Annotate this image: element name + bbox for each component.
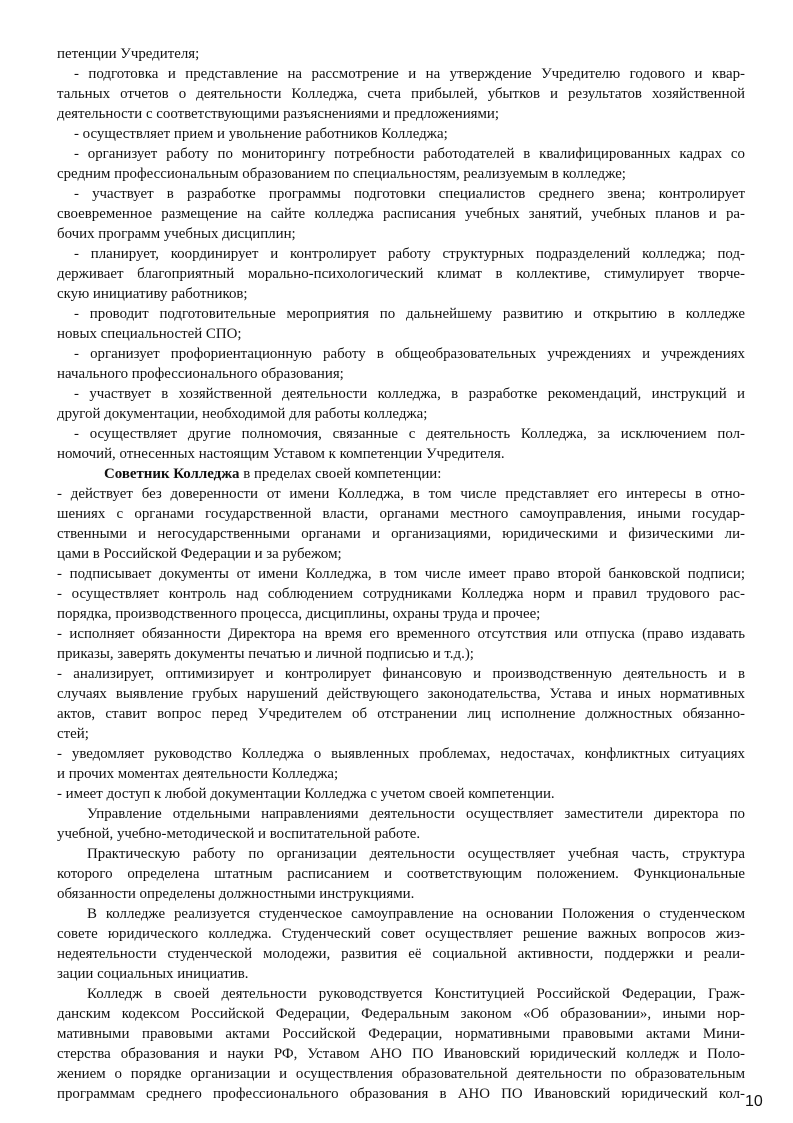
line-text: случаях выявление грубых нарушений действующего законодательства, Устава и иных нормативных xyxy=(57,686,745,702)
text-line xyxy=(57,524,745,544)
line-text: Управление отдельными направлениями деятельности осуществляет заместители директора по xyxy=(87,806,745,822)
line-text: жением о порядке организации и осуществления образовательной деятельности по образовательным xyxy=(57,1066,745,1082)
text-line xyxy=(57,204,745,224)
line-text: - анализирует, оптимизирует и контролирует финансовую и производственную деятельность и в xyxy=(57,666,745,682)
line-text: деятельности с соответствующими разъяснениями и предложениями; xyxy=(57,106,500,122)
text-line xyxy=(57,644,745,664)
text-line xyxy=(57,224,745,244)
line-text: и прочих моментах деятельности Колледжа; xyxy=(57,766,339,782)
line-text: - проводит подготовительные мероприятия по дальнейшему развитию и открытию в колледже xyxy=(74,306,745,322)
text-line xyxy=(57,784,745,804)
text-line xyxy=(57,884,745,904)
line-text: мативными правовыми актами Российской Федерации, нормативными правовыми актами Мини- xyxy=(57,1026,745,1042)
text-line xyxy=(57,1024,745,1044)
line-text: новых специальностей СПО; xyxy=(57,326,242,342)
line-text: скую инициативу работников; xyxy=(57,286,248,302)
bold-term: Советник Колледжа xyxy=(104,466,240,482)
line-text: В колледже реализуется студенческое самоуправление на основании Положения о студенческом xyxy=(87,906,745,922)
text-line xyxy=(57,764,745,784)
document-body xyxy=(57,44,745,1104)
text-line xyxy=(57,44,745,64)
line-text: - планирует, координирует и контролирует работу структурных подразделений колледжа; под- xyxy=(74,246,745,262)
text-line xyxy=(57,984,745,1004)
text-line xyxy=(57,684,745,704)
line-text: стерства образования и науки РФ, Уставом АНО ПО Ивановский юридический колледж и Поло- xyxy=(57,1046,745,1062)
line-text: - имеет доступ к любой документации Колледжа с учетом своей компетенции. xyxy=(57,786,555,802)
text-line xyxy=(57,84,745,104)
line-text: - действует без доверенности от имени Колледжа, в том числе представляет его интересы в отно- xyxy=(57,486,745,502)
text-line xyxy=(57,484,745,504)
line-text: которого определена штатным расписанием и соответствующим положением. Функциональные xyxy=(57,866,745,882)
line-text: тальных отчетов о деятельности Колледжа, счета прибылей, убытков и результатов хозяйственной xyxy=(57,86,745,102)
text-line xyxy=(57,164,745,184)
text-line xyxy=(57,964,745,984)
text-line xyxy=(57,444,745,464)
line-text: своевременное размещение на сайте колледжа расписания учебных занятий, учебных планов и ра- xyxy=(57,206,745,222)
text-line xyxy=(57,284,745,304)
line-text: шениях с органами государственной власти, органами местного самоуправления, иными государ- xyxy=(57,506,745,522)
text-line xyxy=(57,464,745,484)
text-line xyxy=(57,744,745,764)
text-line xyxy=(57,944,745,964)
text-line xyxy=(57,124,745,144)
line-text: стей; xyxy=(57,726,89,742)
text-line xyxy=(57,564,745,584)
text-line xyxy=(57,324,745,344)
text-line xyxy=(57,184,745,204)
line-text: зации социальных инициатив. xyxy=(57,966,249,982)
line-text: петенции Учредителя; xyxy=(57,46,200,62)
text-line xyxy=(57,864,745,884)
line-text: бочих программ учебных дисциплин; xyxy=(57,226,296,242)
line-text: ственными и негосударственными органами и организациями, юридическими и физическими ли- xyxy=(57,526,745,542)
text-line xyxy=(57,664,745,684)
text-line xyxy=(57,364,745,384)
text-line xyxy=(57,604,745,624)
text-line xyxy=(57,104,745,124)
text-line xyxy=(57,724,745,744)
line-text: данским кодексом Российской Федерации, Федеральным законом «Об образовании», иными нор- xyxy=(57,1006,745,1022)
line-text: программам среднего профессионального образования в АНО ПО Ивановский юридический кол- xyxy=(57,1086,745,1102)
page-number: 10 xyxy=(745,1093,763,1110)
line-text: цами в Российской Федерации и за рубежом; xyxy=(57,546,342,562)
line-text: - уведомляет руководство Колледжа о выявленных проблемах, недостачах, конфликтных ситуациях xyxy=(57,746,745,762)
line-text: - осуществляет контроль над соблюдением сотрудниками Колледжа норм и правил трудового рас- xyxy=(57,586,745,602)
text-line xyxy=(57,704,745,724)
text-line xyxy=(57,904,745,924)
line-text: недеятельности студенческой молодежи, развития её социальной активности, поддержки и реали- xyxy=(57,946,745,962)
text-line xyxy=(57,924,745,944)
line-text: другой документации, необходимой для работы колледжа; xyxy=(57,406,428,422)
line-text: номочий, отнесенных настоящим Уставом к компетенции Учредителя. xyxy=(57,446,505,462)
line-text: - осуществляет другие полномочия, связанные с деятельность Колледжа, за исключением пол- xyxy=(74,426,745,442)
text-line xyxy=(57,1084,745,1104)
line-text: - организует работу по мониторингу потребности работодателей в квалифицированных кадрах со xyxy=(74,146,745,162)
line-text: учебной, учебно-методической и воспитательной работе. xyxy=(57,826,421,842)
line-text: - участвует в разработке программы подготовки специалистов среднего звена; контролирует xyxy=(74,186,745,202)
text-line xyxy=(57,1004,745,1024)
text-line xyxy=(57,624,745,644)
line-text: Практическую работу по организации деятельности осуществляет учебная часть, структура xyxy=(87,846,745,862)
text-line xyxy=(57,304,745,324)
line-text: Колледж в своей деятельности руководствуется Конституцией Российской Федерации, Граж- xyxy=(87,986,745,1002)
line-text: - осуществляет прием и увольнение работников Колледжа; xyxy=(74,126,448,142)
text-line xyxy=(57,424,745,444)
line-text: начального профессионального образования; xyxy=(57,366,344,382)
line-text: актов, ставит вопрос перед Учредителем об отстранении лиц исполнение должностных обязанно- xyxy=(57,706,745,722)
line-text: совете юридического колледжа. Студенческий совет осуществляет решение важных вопросов жиз- xyxy=(57,926,745,942)
text-line xyxy=(57,244,745,264)
line-text: - подписывает документы от имени Колледжа, в том числе имеет право второй банковской подписи; xyxy=(57,566,745,582)
line-text: держивает благоприятный морально-психологический климат в коллективе, стимулирует творче- xyxy=(57,266,745,282)
line-text: - исполняет обязанности Директора на время его временного отсутствия или отпуска (право издавать xyxy=(57,626,745,642)
line-text: - организует профориентационную работу в общеобразовательных учреждениях и учреждениях xyxy=(74,346,745,362)
text-line xyxy=(57,824,745,844)
text-line xyxy=(57,544,745,564)
text-line xyxy=(57,344,745,364)
text-line xyxy=(57,264,745,284)
text-line xyxy=(57,1064,745,1084)
line-text: в пределах своей компетенции: xyxy=(239,466,442,482)
line-text: - участвует в хозяйственной деятельности колледжа, в разработке рекомендаций, инструкций и xyxy=(74,386,745,402)
line-text: порядка, производственного процесса, дисциплины, охраны труда и прочее; xyxy=(57,606,541,622)
text-line xyxy=(57,844,745,864)
text-line xyxy=(57,384,745,404)
text-line xyxy=(57,804,745,824)
line-text: приказы, заверять документы печатью и личной подписью и т.д.); xyxy=(57,646,474,662)
text-line xyxy=(57,584,745,604)
line-text: обязанности определены должностными инструкциями. xyxy=(57,886,415,902)
line-text: - подготовка и представление на рассмотрение и на утверждение Учредителю годового и квар- xyxy=(74,66,745,82)
text-line xyxy=(57,144,745,164)
text-line xyxy=(57,1044,745,1064)
text-line xyxy=(57,404,745,424)
line-text: средним профессиональным образованием по специальностям, реализуемым в колледже; xyxy=(57,166,626,182)
text-line xyxy=(57,504,745,524)
text-line xyxy=(57,64,745,84)
